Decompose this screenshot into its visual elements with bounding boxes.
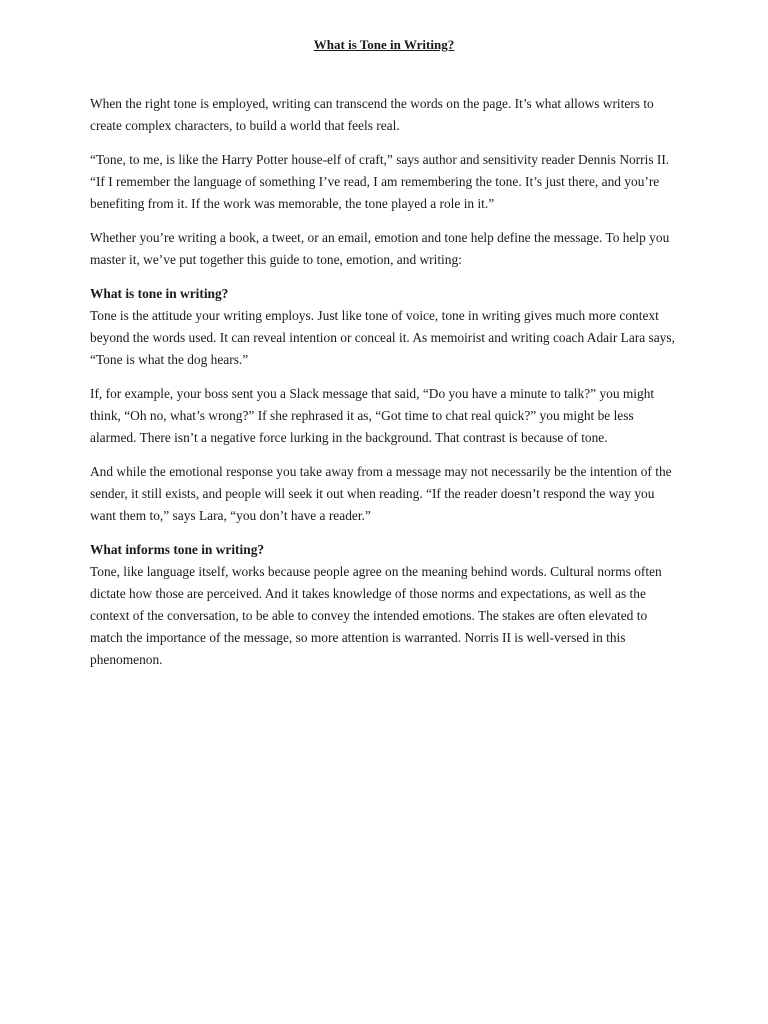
document-body [90,93,680,683]
paragraph-norris-quote: “Tone, to me, is like the Harry Potter house-elf of craft,” says author and sensitivity reader Dennis Norris II. “If I remember the language of something I’ve read, I am remembering the tone. It’s just there, and you’re benefiting from it. If the work was memorable, the tone played a role in it.” [90,152,670,211]
section-heading-what-informs-tone: What informs tone in writing? [90,542,265,557]
paragraph-emotional-response: And while the emotional response you take away from a message may not necessarily be the intention of the sender, it still exists, and people will seek it out when reading. “If the reader doesn’t respond the way you want them to,” says Lara, “you don’t have a reader.” [90,464,672,523]
paragraph-tone-definition: Tone is the attitude your writing employs. Just like tone of voice, tone in writing gives much more context beyond the words used. It can reveal intention or conceal it. As memoirist and writing coach Adair Lara says, “Tone is what the dog hears.” [90,308,675,367]
document-title: What is Tone in Writing? [313,37,455,52]
section-heading-what-is-tone: What is tone in writing? [90,286,229,301]
paragraph-slack-example: If, for example, your boss sent you a Slack message that said, “Do you have a minute to talk?” you might think, “Oh no, what’s wrong?” If she rephrased it as, “Got time to chat real quick?” you might be less alarmed. There isn’t a negative force lurking in the background. That contrast is because of tone. [90,386,655,445]
paragraph-language-norms: Tone, like language itself, works because people agree on the meaning behind words. Cultural norms often dictate how those are perceived. And it takes knowledge of those norms and expectations, as well as the context of the conversation, to be able to convey the intended emotions. The stakes are often elevated to match the importance of the message, so more attention is warranted. Norris II is well-versed in this phenomenon. [90,564,662,667]
paragraph-intro: When the right tone is employed, writing can transcend the words on the page. It’s what allows writers to create complex characters, to build a world that feels real. [90,96,654,133]
paragraph-guide-intro: Whether you’re writing a book, a tweet, or an email, emotion and tone help define the message. To help you master it, we’ve put together this guide to tone, emotion, and writing: [90,230,670,267]
